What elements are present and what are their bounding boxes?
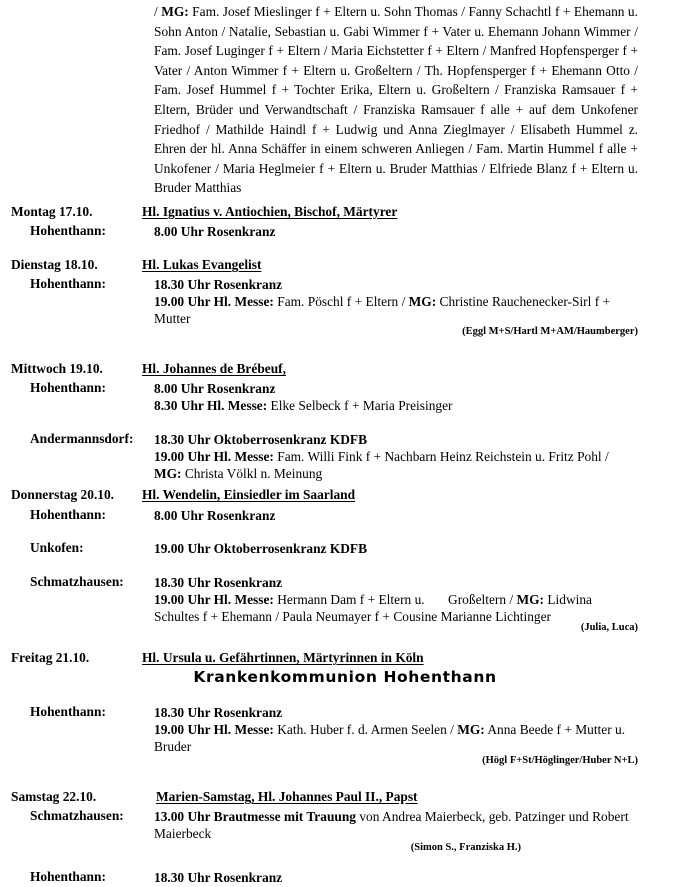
- ministrants: (Julia, Luca): [580, 622, 638, 633]
- mg-label: MG:: [154, 466, 182, 481]
- intention-text: Christa Völkl n. Meinung: [184, 466, 323, 481]
- wedding-line: [154, 808, 638, 842]
- day-date: Mittwoch 19.10.: [11, 361, 103, 376]
- ministrants: (Eggl M+S/Hartl M+AM/Haumberger): [462, 326, 638, 337]
- day-date: Dienstag 18.10.: [11, 257, 98, 272]
- ministrants: (Högl F+St/Höglinger/Huber N+L): [482, 755, 638, 766]
- intention-text: Lidwina Schultes f + Ehemann / Paula Neumayer f + Cousine Marianne Lichtinger: [154, 592, 596, 624]
- service-line: 18.30 Uhr Rosenkranz: [154, 705, 283, 720]
- day-date: Montag 17.10.: [11, 204, 93, 219]
- service-line: 19.00 Uhr Oktoberrosenkranz KDFB: [154, 541, 368, 556]
- mg-label: MG:: [516, 592, 544, 607]
- day-saint: Hl. Wendelin, Einsiedler im Saarland: [142, 487, 356, 502]
- day-heading-wednesday: [11, 361, 286, 377]
- day-heading-saturday: [11, 789, 418, 805]
- intention-text: Fam. Pöschl f + Eltern /: [277, 294, 409, 309]
- location-label: Hohenthann:: [30, 869, 106, 884]
- day-saint: Marien-Samstag, Hl. Johannes Paul II., Papst: [156, 789, 418, 804]
- location-label: Schmatzhausen:: [30, 574, 124, 589]
- day-saint: Hl. Johannes de Brébeuf,: [142, 361, 286, 376]
- mg-label: MG:: [408, 294, 437, 309]
- day-date: Freitag 21.10.: [11, 650, 90, 665]
- intention-text: Anna Beede f + Mutter u. Bruder: [154, 722, 626, 754]
- day-heading-friday: [11, 650, 424, 666]
- location-label: Schmatzhausen:: [30, 808, 124, 823]
- service-line: 8.00 Uhr Rosenkranz: [154, 381, 276, 396]
- mass-label: 19.00 Uhr Hl. Messe:: [154, 592, 274, 607]
- day-saint: Hl. Lukas Evangelist: [142, 257, 262, 272]
- day-saint: Hl. Ignatius v. Antiochien, Bischof, Märtyrer: [142, 204, 398, 219]
- mass-label: 8.30 Uhr Hl. Messe:: [154, 398, 268, 413]
- location-label: Hohenthann:: [30, 223, 106, 238]
- ministrants: (Simon S., Franziska H.): [410, 842, 521, 853]
- intro-text: Fam. Josef Mieslinger f + Eltern u. Sohn Thomas / Fanny Schachtl f + Ehemann u. Sohn Anton / Natalie, Sebastian u. Gabi Wimmer f + Vater u. Ehemann Johann Wimmer / Fam. Josef Luginger f + Eltern / Maria Eichstetter f + Eltern / Manfred Hopfensperger f + Vater / Anton Wimmer f + Eltern u. Großeltern / Th. Hopfensperger f + Ehemann Otto / Fam. Josef Hummel f + Tochter Erika, Eltern u. Großeltern / Franziska Ramsauer f + Eltern, Brüder und Verwandtschaft / Franziska Ramsauer f alle + auf dem Unkofener Friedhof / Mathilde Haindl f + Ludwig und Anna Zieglmayer / Elisabeth Hummel z. Ehren der hl. Anna Schäffer in einem schweren Anliegen / Fam. Martin Hummel f alle + Unkofener / Maria Heglmeier f + Eltern u. Bruder Matthias / Elfriede Blanz f + Eltern u. Bruder Matthias: [154, 4, 638, 196]
- location-label: Hohenthann:: [30, 276, 106, 291]
- day-heading-thursday: [11, 487, 355, 503]
- location-label: Hohenthann:: [30, 507, 106, 522]
- mass-intention: [154, 448, 638, 482]
- service-line: 18.30 Uhr Oktoberrosenkranz KDFB: [154, 432, 368, 447]
- service-line: 18.30 Uhr Rosenkranz: [154, 277, 283, 292]
- intention-text: Kath. Huber f. d. Armen Seelen /: [277, 722, 458, 737]
- mg-label: MG:: [457, 722, 485, 737]
- day-heading-monday: [11, 204, 397, 220]
- service-line: 18.30 Uhr Rosenkranz: [154, 575, 283, 590]
- location-label: Andermannsdorf:: [30, 431, 134, 446]
- day-heading-tuesday: [11, 257, 261, 273]
- day-date: Samstag 22.10.: [11, 789, 97, 804]
- intention-text: Hermann Dam f + Eltern u. Großeltern /: [277, 592, 517, 607]
- mg-label: MG:: [161, 4, 189, 19]
- location-label: Hohenthann:: [30, 704, 106, 719]
- intention-text: Fam. Willi Fink f + Nachbarn Heinz Reichstein u. Fritz Pohl /: [277, 449, 609, 464]
- mass-label: 19.00 Uhr Hl. Messe:: [154, 722, 274, 737]
- intention-text: Christine Rauchenecker-Sirl f + Mutter: [154, 294, 611, 326]
- intro-intentions: / MG: Fam. Josef Mieslinger f + Eltern u. Sohn Thomas / Fanny Schachtl f + Ehemann u. Sohn Anton / Natalie, Sebastian u. Gabi Wimmer f + Vater u. Ehemann Johann Wimmer / Fam. Josef Luginger f + Eltern / Maria Eichstetter f + Eltern / Manfred Hopfensperger f + Vater / Anton Wimmer f + Eltern u. Großeltern / Th. Hopfensperger f + Ehemann Otto / Fam. Josef Hummel f + Tochter Erika, Eltern u. Großeltern / Franziska Ramsauer f + Eltern, Brüder und Verwandtschaft / Franziska Ramsauer f alle + auf dem Unkofener Friedhof / Mathilde Haindl f + Ludwig und Anna Zieglmayer / Elisabeth Hummel z. Ehren der hl. Anna Schäffer in einem schweren Anliegen / Fam. Martin Hummel f alle + Unkofener / Maria Heglmeier f + Eltern u. Bruder Matthias / Elfriede Blanz f + Eltern u. Bruder Matthias: [154, 4, 638, 196]
- mass-intention: [154, 397, 638, 414]
- intention-text: Elke Selbeck f + Maria Preisinger: [270, 398, 453, 413]
- mass-intention: [154, 591, 638, 625]
- mass-intention: [154, 721, 638, 755]
- mass-label: 19.00 Uhr Hl. Messe:: [154, 449, 274, 464]
- day-date: Donnerstag 20.10.: [11, 487, 115, 502]
- communion-banner: Krankenkommunion Hohenthann: [193, 668, 497, 686]
- mass-label: 19.00 Uhr Hl. Messe:: [154, 294, 274, 309]
- service-line: 8.00 Uhr Rosenkranz: [154, 224, 276, 239]
- wedding-text: von Andrea Maierbeck, geb. Patzinger und Robert Maierbeck: [154, 809, 629, 841]
- service-line: 18.30 Uhr Rosenkranz: [154, 870, 283, 885]
- day-saint: Hl. Ursula u. Gefährtinnen, Märtyrinnen in Köln: [142, 650, 424, 665]
- service-line: 8.00 Uhr Rosenkranz: [154, 508, 276, 523]
- location-label: Unkofen:: [30, 540, 84, 555]
- location-label: Hohenthann:: [30, 380, 106, 395]
- service-label: 13.00 Uhr Brautmesse mit Trauung: [154, 809, 356, 824]
- mass-intention: [154, 293, 638, 327]
